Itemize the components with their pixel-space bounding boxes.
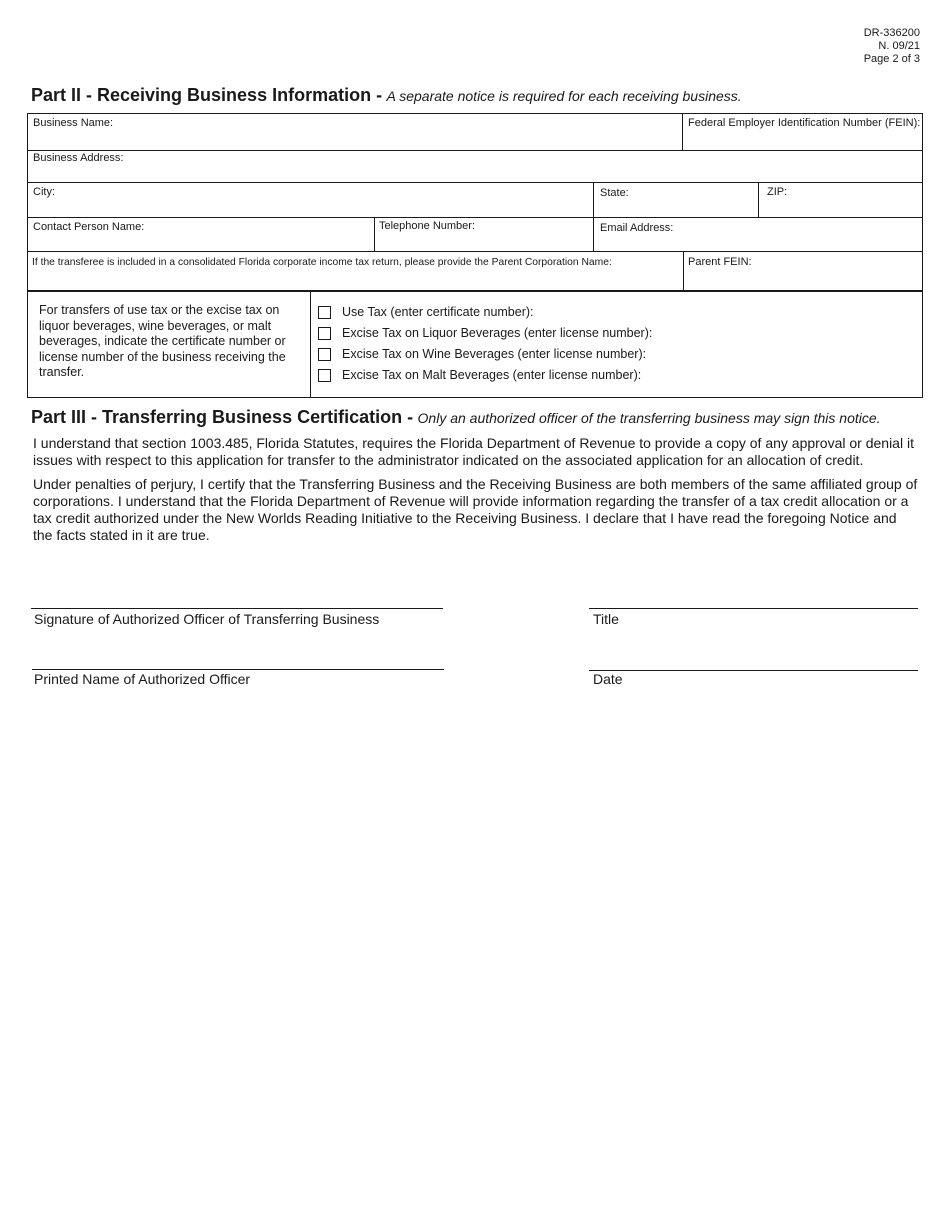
date-label: Date — [593, 671, 623, 687]
signature-label: Signature of Authorized Officer of Transferring Business — [34, 611, 380, 627]
certification-paragraph-2: Under penalties of perjury, I certify that the Transferring Business and the Receiving Business are both members of the same affiliated group of corporations. I understand that the Florida Department of Revenue will provide information regarding the transfer of a tax credit allocation or a tax credit authorized under the New Worlds Reading Initiative to the Receiving Business. I declare that I have read the foregoing Notice and the facts stated in it are true. — [33, 476, 918, 543]
signature-line[interactable] — [31, 608, 443, 609]
use-tax-label: Use Tax (enter certificate number): — [342, 305, 534, 319]
part3-heading — [31, 407, 881, 428]
printed-name-label: Printed Name of Authorized Officer — [34, 671, 251, 687]
liquor-tax-label: Excise Tax on Liquor Beverages (enter license number): — [342, 326, 653, 340]
part2-heading — [31, 85, 742, 106]
wine-tax-checkbox[interactable] — [318, 348, 331, 361]
part3-title: Part III - Transferring Business Certification - — [31, 407, 414, 427]
use-tax-checkbox-row[interactable] — [318, 304, 534, 320]
email-field[interactable]: Email Address: — [600, 222, 674, 234]
form-identifier — [864, 27, 920, 66]
malt-tax-label: Excise Tax on Malt Beverages (enter license number): — [342, 368, 642, 382]
city-field[interactable]: City: — [33, 186, 55, 198]
title-line[interactable] — [589, 608, 918, 609]
liquor-tax-checkbox[interactable] — [318, 327, 331, 340]
contact-person-field[interactable]: Contact Person Name: — [33, 221, 145, 233]
wine-tax-checkbox-row[interactable] — [318, 346, 646, 362]
malt-tax-checkbox-row[interactable] — [318, 367, 641, 383]
part3-note: Only an authorized officer of the transferring business may sign this notice. — [417, 410, 881, 426]
form-revision: N. 09/21 — [878, 40, 920, 52]
title-label: Title — [593, 611, 619, 627]
wine-tax-label: Excise Tax on Wine Beverages (enter license number): — [342, 347, 647, 361]
business-name-field[interactable]: Business Name: — [33, 117, 114, 129]
printed-name-line[interactable] — [32, 669, 444, 670]
transfer-instructions: For transfers of use tax or the excise tax on liquor beverages, wine beverages, or malt beverages, indicate the certificate number or license number of the business receiving the transfer. — [39, 303, 286, 379]
parent-corporation-field[interactable]: If the transferee is included in a consolidated Florida corporate income tax return, please provide the Parent Corporation Name: — [32, 257, 612, 268]
parent-fein-field[interactable]: Parent FEIN: — [688, 256, 752, 268]
date-line[interactable] — [589, 670, 918, 671]
malt-tax-checkbox[interactable] — [318, 369, 331, 382]
part2-title: Part II - Receiving Business Information - — [31, 85, 383, 105]
fein-field[interactable]: Federal Employer Identification Number (FEIN): — [688, 117, 921, 129]
page-number: Page 2 of 3 — [863, 53, 920, 65]
telephone-field[interactable]: Telephone Number: — [379, 220, 476, 232]
certification-paragraph-1: I understand that section 1003.485, Florida Statutes, requires the Florida Department of Revenue to provide a copy of any approval or denial it issues with respect to this application for transfer to the administrator indicated on the associated application for an allocation of credit. — [33, 435, 914, 468]
part2-note: A separate notice is required for each receiving business. — [386, 88, 742, 104]
liquor-tax-checkbox-row[interactable] — [318, 325, 652, 341]
business-address-field[interactable]: Business Address: — [33, 152, 124, 164]
use-tax-checkbox[interactable] — [318, 306, 331, 319]
state-field[interactable]: State: — [600, 187, 629, 199]
form-number: DR-336200 — [863, 27, 920, 39]
zip-field[interactable]: ZIP: — [767, 186, 788, 198]
